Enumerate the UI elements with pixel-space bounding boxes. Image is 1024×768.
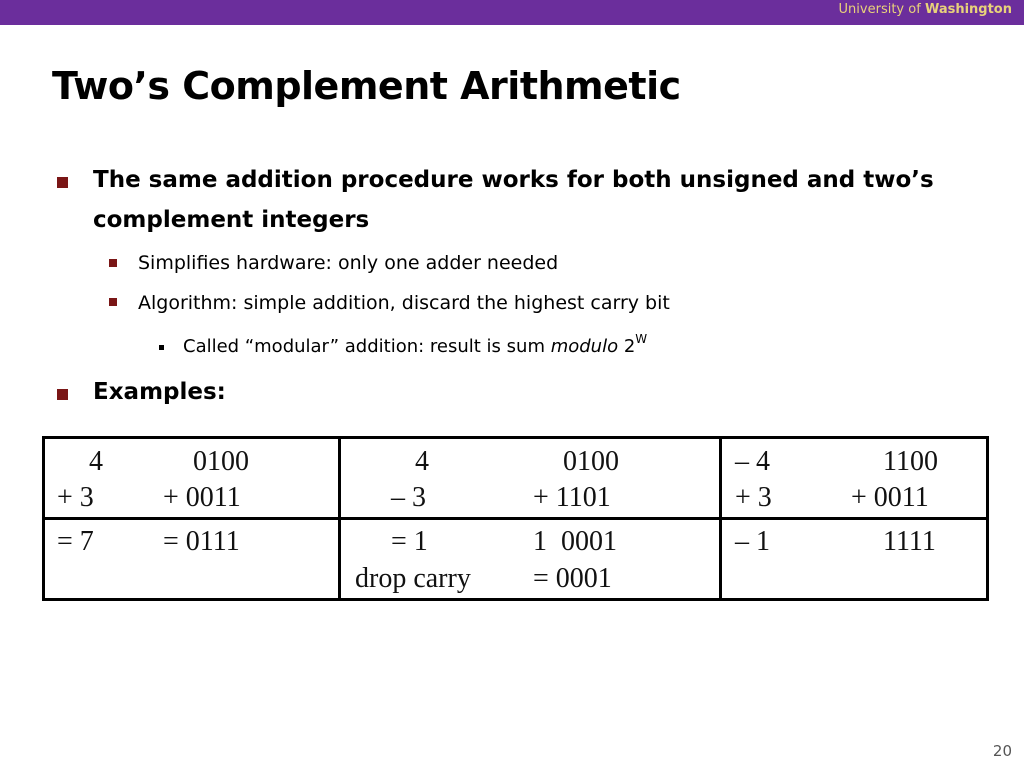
ex3-decimal-b: + 3	[735, 482, 772, 513]
power-base: 2	[618, 336, 636, 357]
ex3-binary-result: 1111	[883, 526, 936, 557]
sub-bullet-marker-1	[109, 259, 117, 267]
result-divider	[45, 517, 986, 520]
sub-sub-bullet-marker	[159, 345, 164, 350]
ex1-decimal-result: = 7	[57, 526, 94, 557]
ex2-binary-final: = 0001	[533, 563, 612, 594]
ex1-binary-b: + 0011	[163, 482, 241, 513]
sub-sub-bullet	[183, 334, 647, 357]
page-number: 20	[992, 742, 1012, 760]
examples-table	[42, 436, 989, 601]
ex2-binary-result: 1 0001	[533, 526, 617, 557]
ex1-decimal-b: + 3	[57, 482, 94, 513]
sub-bullet-2: Algorithm: simple addition, discard the highest carry bit	[138, 292, 670, 314]
brand-name: Washington	[924, 2, 1012, 17]
ex3-decimal-a: – 4	[735, 446, 770, 477]
ex2-binary-b: + 1101	[533, 482, 611, 513]
bullet-item-2: Examples:	[93, 379, 226, 405]
ex3-binary-b: + 0011	[851, 482, 929, 513]
sub-bullet-1: Simplifies hardware: only one adder needed	[138, 252, 559, 274]
ex2-decimal-result: = 1	[391, 526, 428, 557]
bullet-marker-1	[57, 177, 68, 188]
slide-title: Two’s Complement Arithmetic	[52, 64, 681, 108]
bullet-item-1: The same addition procedure works for both unsigned and two’s complement integers	[93, 167, 934, 233]
ex2-carry-label: drop carry	[355, 563, 471, 594]
sub-sub-bullet-text: Called “modular” addition: result is sum	[183, 336, 551, 357]
modulo-word: modulo	[550, 336, 619, 357]
bullet-marker-2	[57, 389, 68, 400]
ex1-binary-result: = 0111	[163, 526, 240, 557]
brand-prefix: University of	[838, 2, 921, 17]
ex3-decimal-result: – 1	[735, 526, 770, 557]
sub-bullet-marker-2	[109, 298, 117, 306]
ex2-binary-a: 0100	[563, 446, 619, 477]
ex2-decimal-b: – 3	[391, 482, 426, 513]
ex2-decimal-a: 4	[415, 446, 429, 477]
ex3-binary-a: 1100	[883, 446, 938, 477]
power-exponent: W	[635, 332, 648, 346]
ex1-decimal-a: 4	[89, 446, 103, 477]
ex1-binary-a: 0100	[193, 446, 249, 477]
